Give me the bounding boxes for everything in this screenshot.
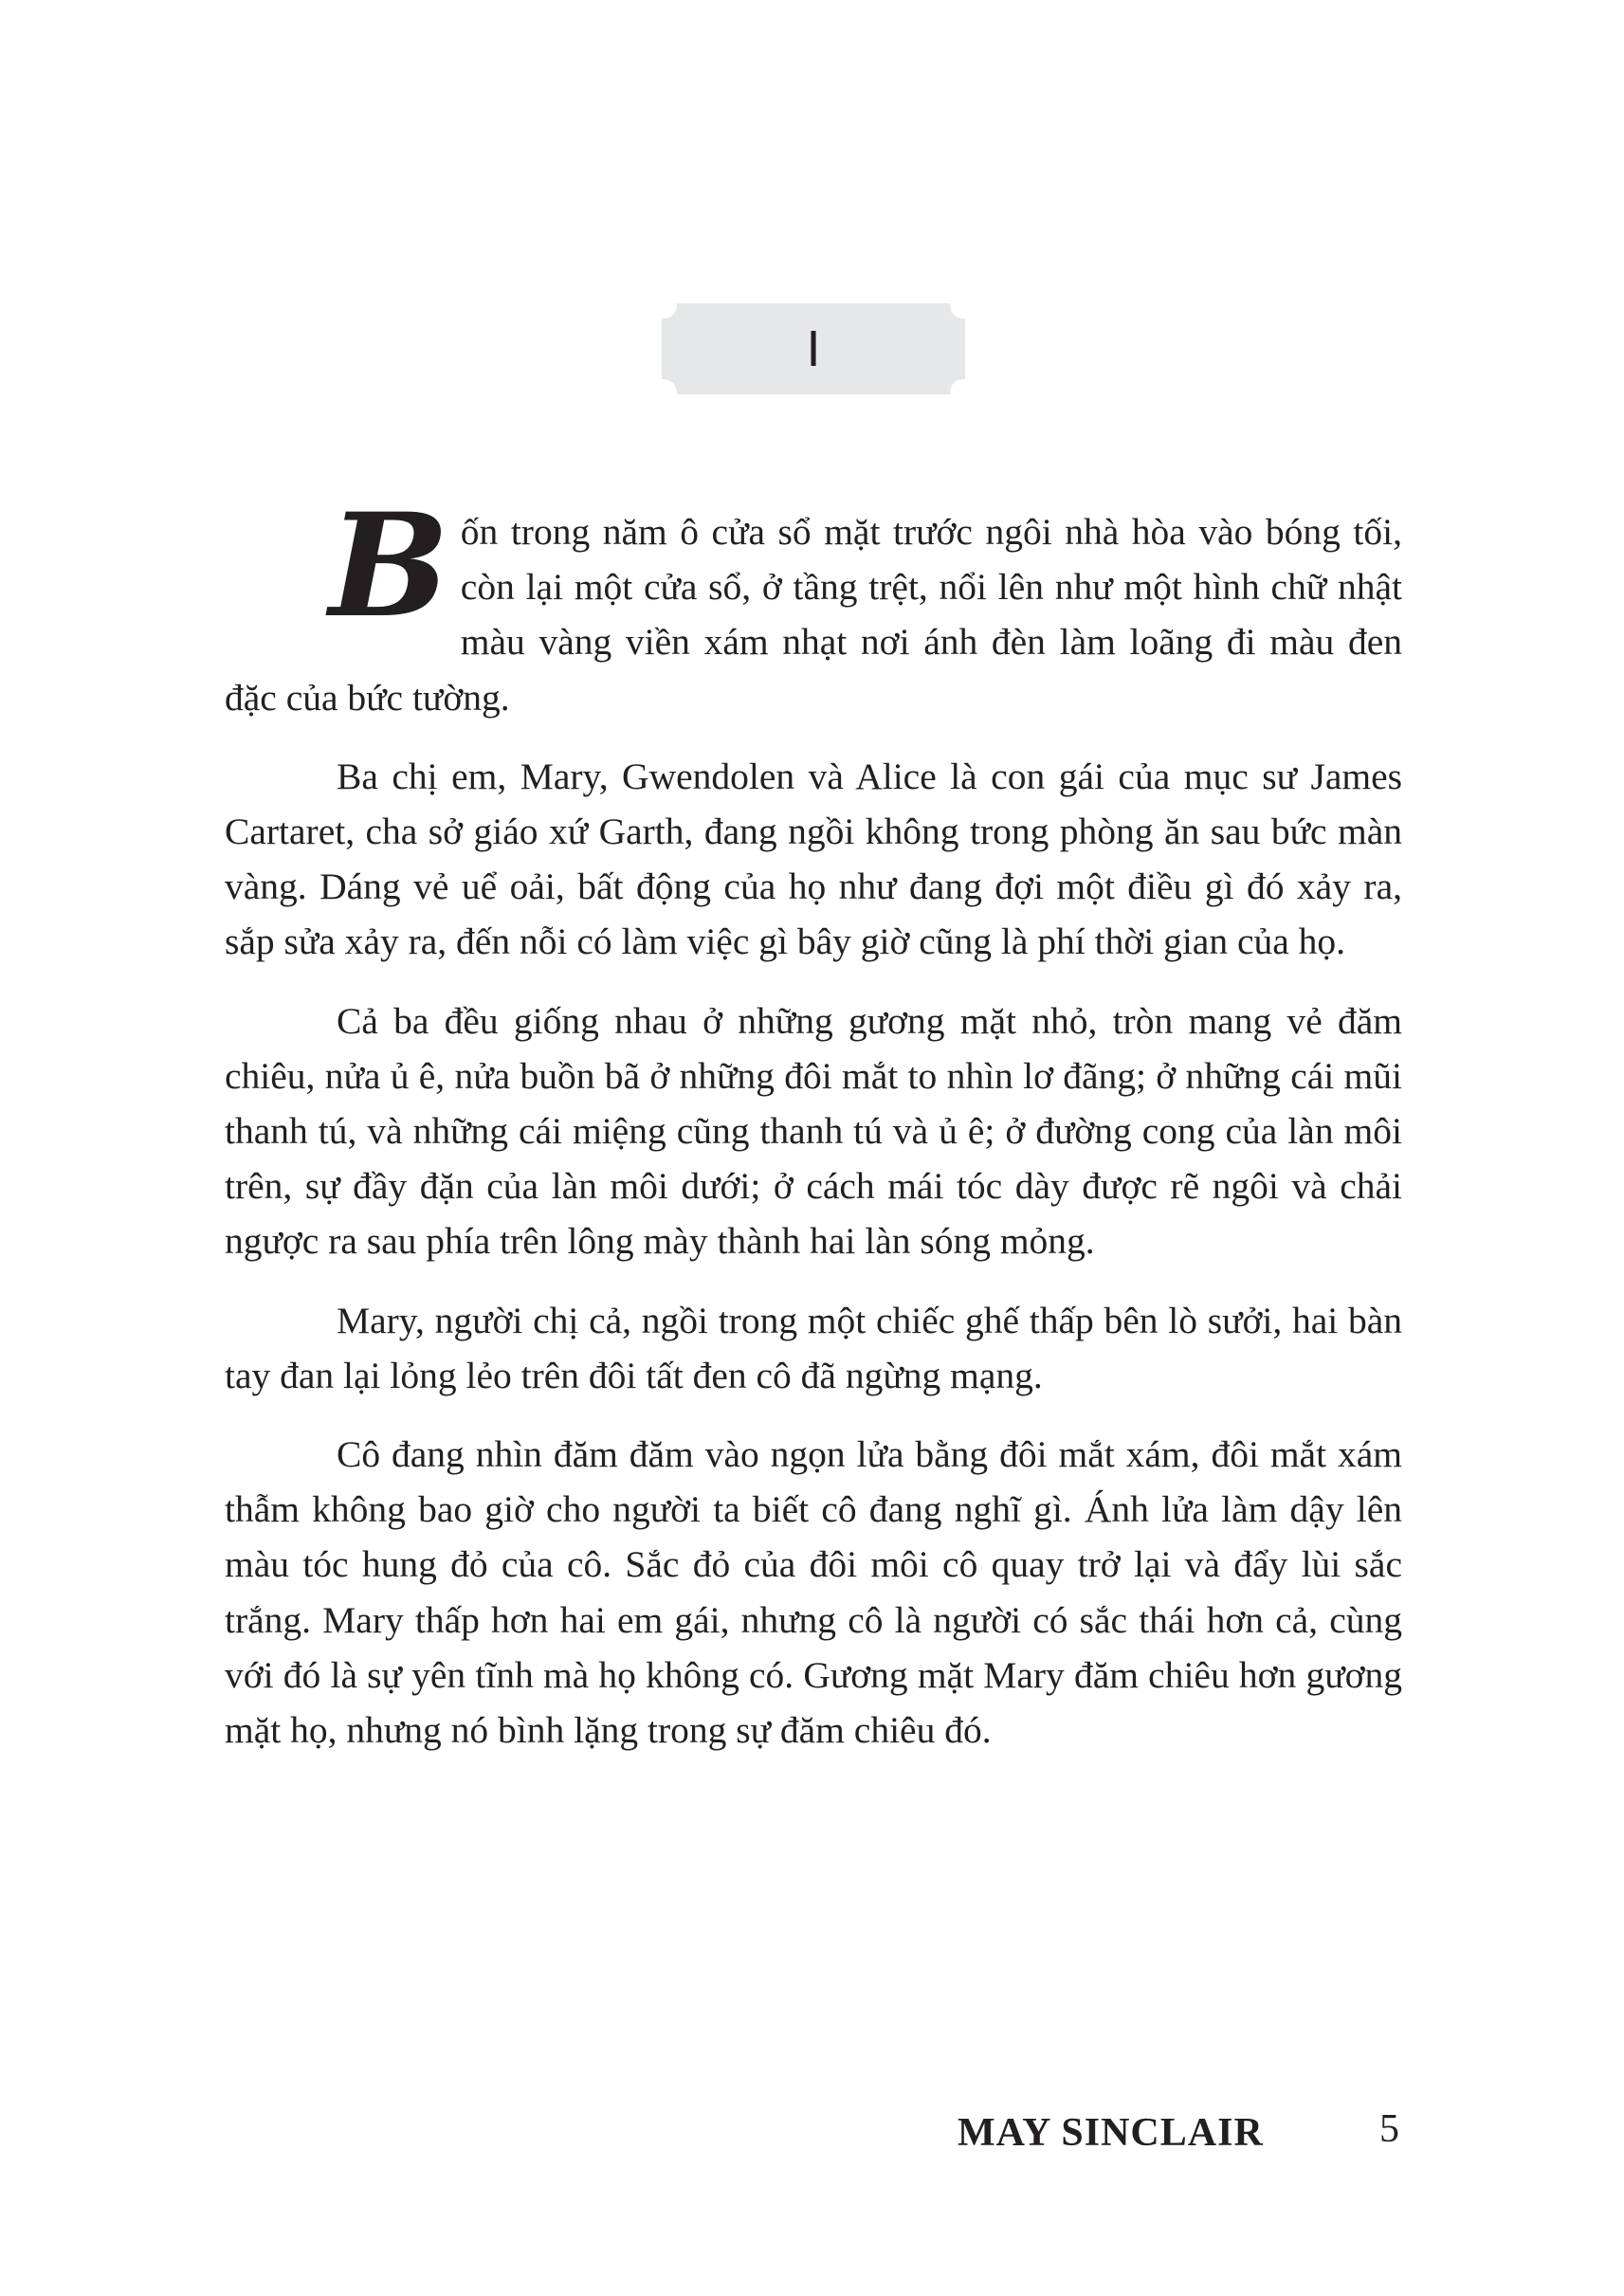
chapter-number: I: [806, 320, 821, 377]
paragraph-1-text: ốn trong năm ô cửa sổ mặt trước ngôi nhà hòa vào bóng tối, còn lại một cửa sổ, ở tầng trệt, nổi lên như một hình chữ nhật màu vàng viền xám nhạt nơi ánh đèn làm loãng đi màu đen đặc của bức tường.: [225, 511, 1402, 719]
page-number: 5: [1379, 2107, 1399, 2151]
paragraph-1: [225, 483, 1402, 725]
paragraph-3: Cả ba đều giống nhau ở những gương mặt nhỏ, tròn mang vẻ đăm chiêu, nửa ủ ê, nửa buồn bã ở những đôi mắt to nhìn lơ đãng; ở những cái mũi thanh tú, và những cái miệng cũng thanh tú và ủ ê; ở đường cong của làn môi trên, sự đầy đặn của làn môi dưới; ở cách mái tóc dày được rẽ ngôi và chải ngược ra sau phía trên lông mày thành hai làn sóng mỏng.: [225, 999, 1402, 1263]
paragraph-5: Cô đang nhìn đăm đăm vào ngọn lửa bằng đôi mắt xám, đôi mắt xám thẫm không bao giờ cho người ta biết cô đang nghĩ gì. Ánh lửa làm dậy lên màu tóc hung đỏ của cô. Sắc đỏ của đôi môi cô quay trở lại và đẩy lùi sắc trắng. Mary thấp hơn hai em gái, nhưng cô là người có sắc thái hơn cả, cùng với đó là sự yên tĩnh mà họ không có. Gương mặt Mary đăm chiêu hơn gương mặt họ, nhưng nó bình lặng trong sự đăm chiêu đó.: [225, 1433, 1402, 1752]
footer-author: MAY SINCLAIR: [958, 2111, 1264, 2155]
chapter-heading-badge: [662, 303, 965, 394]
chapter-body: [225, 483, 1402, 1781]
paragraph-2: Ba chị em, Mary, Gwendolen và Alice là con gái của mục sư James Cartaret, cha sở giáo xứ Garth, đang ngồi không trong phòng ăn sau bức màn vàng. Dáng vẻ uể oải, bất động của họ như đang đợi một điều gì đó xảy ra, sắp sửa xảy ra, đến nỗi có làm việc gì bây giờ cũng là phí thời gian của họ.: [225, 755, 1402, 963]
paragraph-4: Mary, người chị cả, ngồi trong một chiếc ghế thấp bên lò sưởi, hai bàn tay đan lại lỏng lẻo trên đôi tất đen cô đã ngừng mạng.: [225, 1299, 1402, 1396]
drop-cap: B: [329, 483, 449, 649]
